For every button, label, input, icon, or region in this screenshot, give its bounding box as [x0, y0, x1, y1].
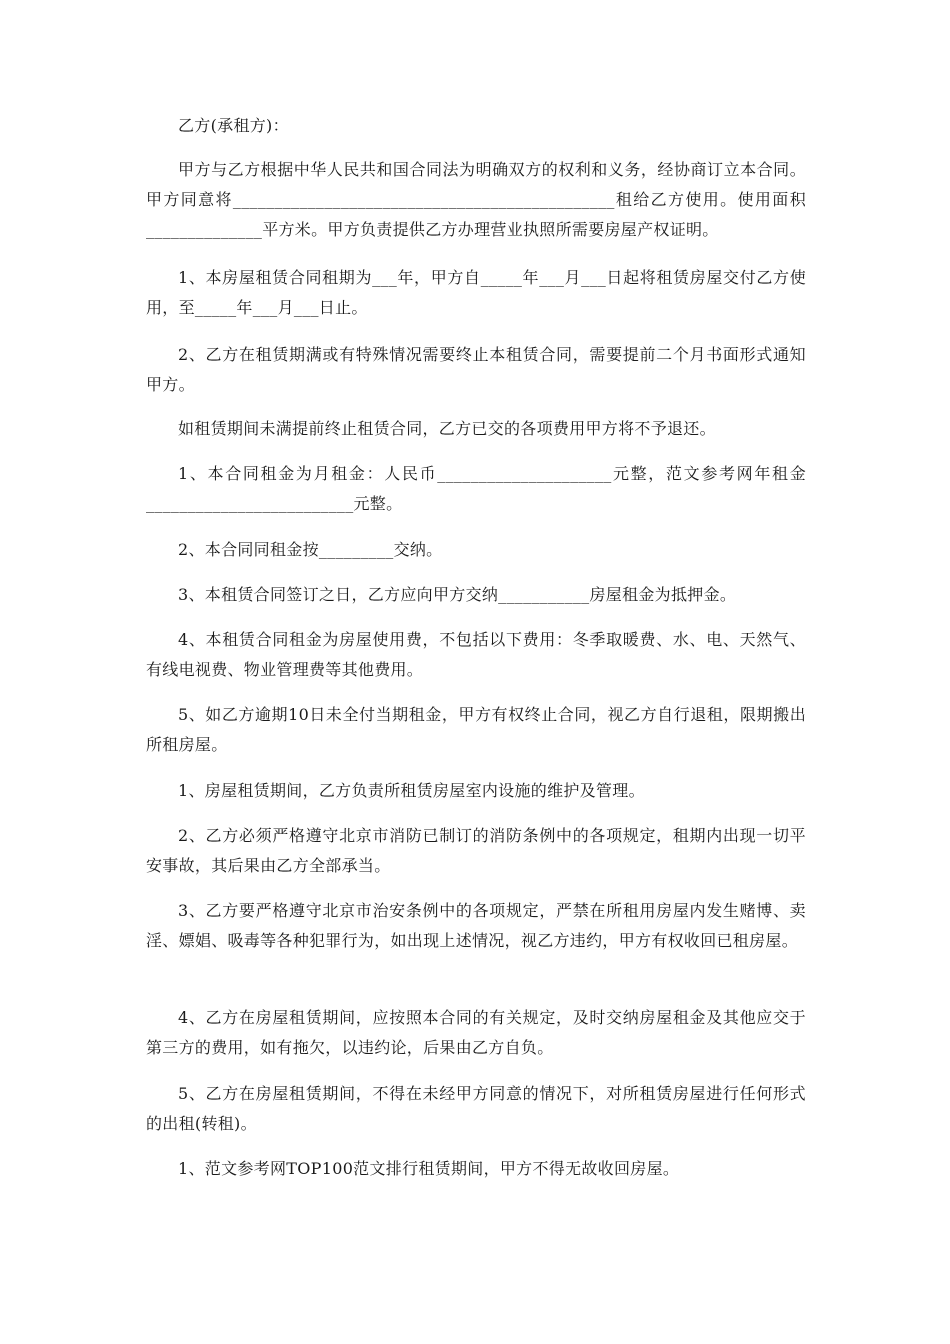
excluded-fees-clause: 4、本租赁合同租金为房屋使用费，不包括以下费用：冬季取暖费、水、电、天然气、有线电视费、物业管理费等其他费用。: [146, 630, 806, 679]
lease-term-clause: 1、本房屋租赁合同租期为___年，甲方自_____年___月___日起将租赁房屋交付乙方使用，至_____年___月___日止。: [146, 268, 806, 317]
timely-payment-clause: 4、乙方在房屋租赁期间，应按照本合同的有关规定，及时交纳房屋租金及其他应交于第三方的费用，如有拖欠，以违约论，后果由乙方自负。: [146, 1008, 806, 1057]
early-termination-notice-clause: 2、乙方在租赁期满或有特殊情况需要终止本租赁合同，需要提前二个月书面形式通知甲方。: [146, 345, 806, 394]
contract-intro-paragraph: 甲方与乙方根据中华人民共和国合同法为明确双方的权利和义务，经协商订立本合同。甲方同意将______________________________________________租给乙方使用。使用面积______________平方米。甲方负责提供乙方办理营业执照所需要房屋产权证明。: [146, 160, 806, 239]
party-b-label: 乙方(承租方)：: [178, 116, 289, 135]
rent-payment-clause: 2、本合同同租金按_________交纳。: [178, 540, 443, 559]
monthly-rent-clause: 1、本合同租金为月租金：人民币_____________________元整，范文参考网年租金 _________________________元整。: [146, 464, 823, 513]
maintenance-clause: 1、房屋租赁期间，乙方负责所租赁房屋室内设施的维护及管理。: [178, 781, 645, 800]
no-refund-clause: 如租赁期间未满提前终止租赁合同，乙方已交的各项费用甲方将不予退还。: [178, 419, 716, 438]
deposit-clause: 3、本租赁合同签订之日，乙方应向甲方交纳___________房屋租金为抵押金。: [178, 585, 737, 604]
sublease-clause: 5、乙方在房屋租赁期间，不得在未经甲方同意的情况下，对所租赁房屋进行任何形式的出租(转租)。: [146, 1084, 806, 1133]
fire-safety-clause: 2、乙方必须严格遵守北京市消防已制订的消防条例中的各项规定，租期内出现一切平安事故，其后果由乙方全部承当。: [146, 826, 806, 875]
public-security-clause: 3、乙方要严格遵守北京市治安条例中的各项规定，严禁在所租用房屋内发生赌博、卖淫、嫖娼、吸毒等各种犯罪行为，如出现上述情况，视乙方违约，甲方有权收回已租房屋。: [146, 901, 806, 950]
late-payment-clause: 5、如乙方逾期10日未全付当期租金，甲方有权终止合同，视乙方自行退租，限期搬出所租房屋。: [146, 705, 806, 754]
landlord-obligation-clause: 1、范文参考网TOP100范文排行租赁期间，甲方不得无故收回房屋。: [178, 1159, 680, 1178]
